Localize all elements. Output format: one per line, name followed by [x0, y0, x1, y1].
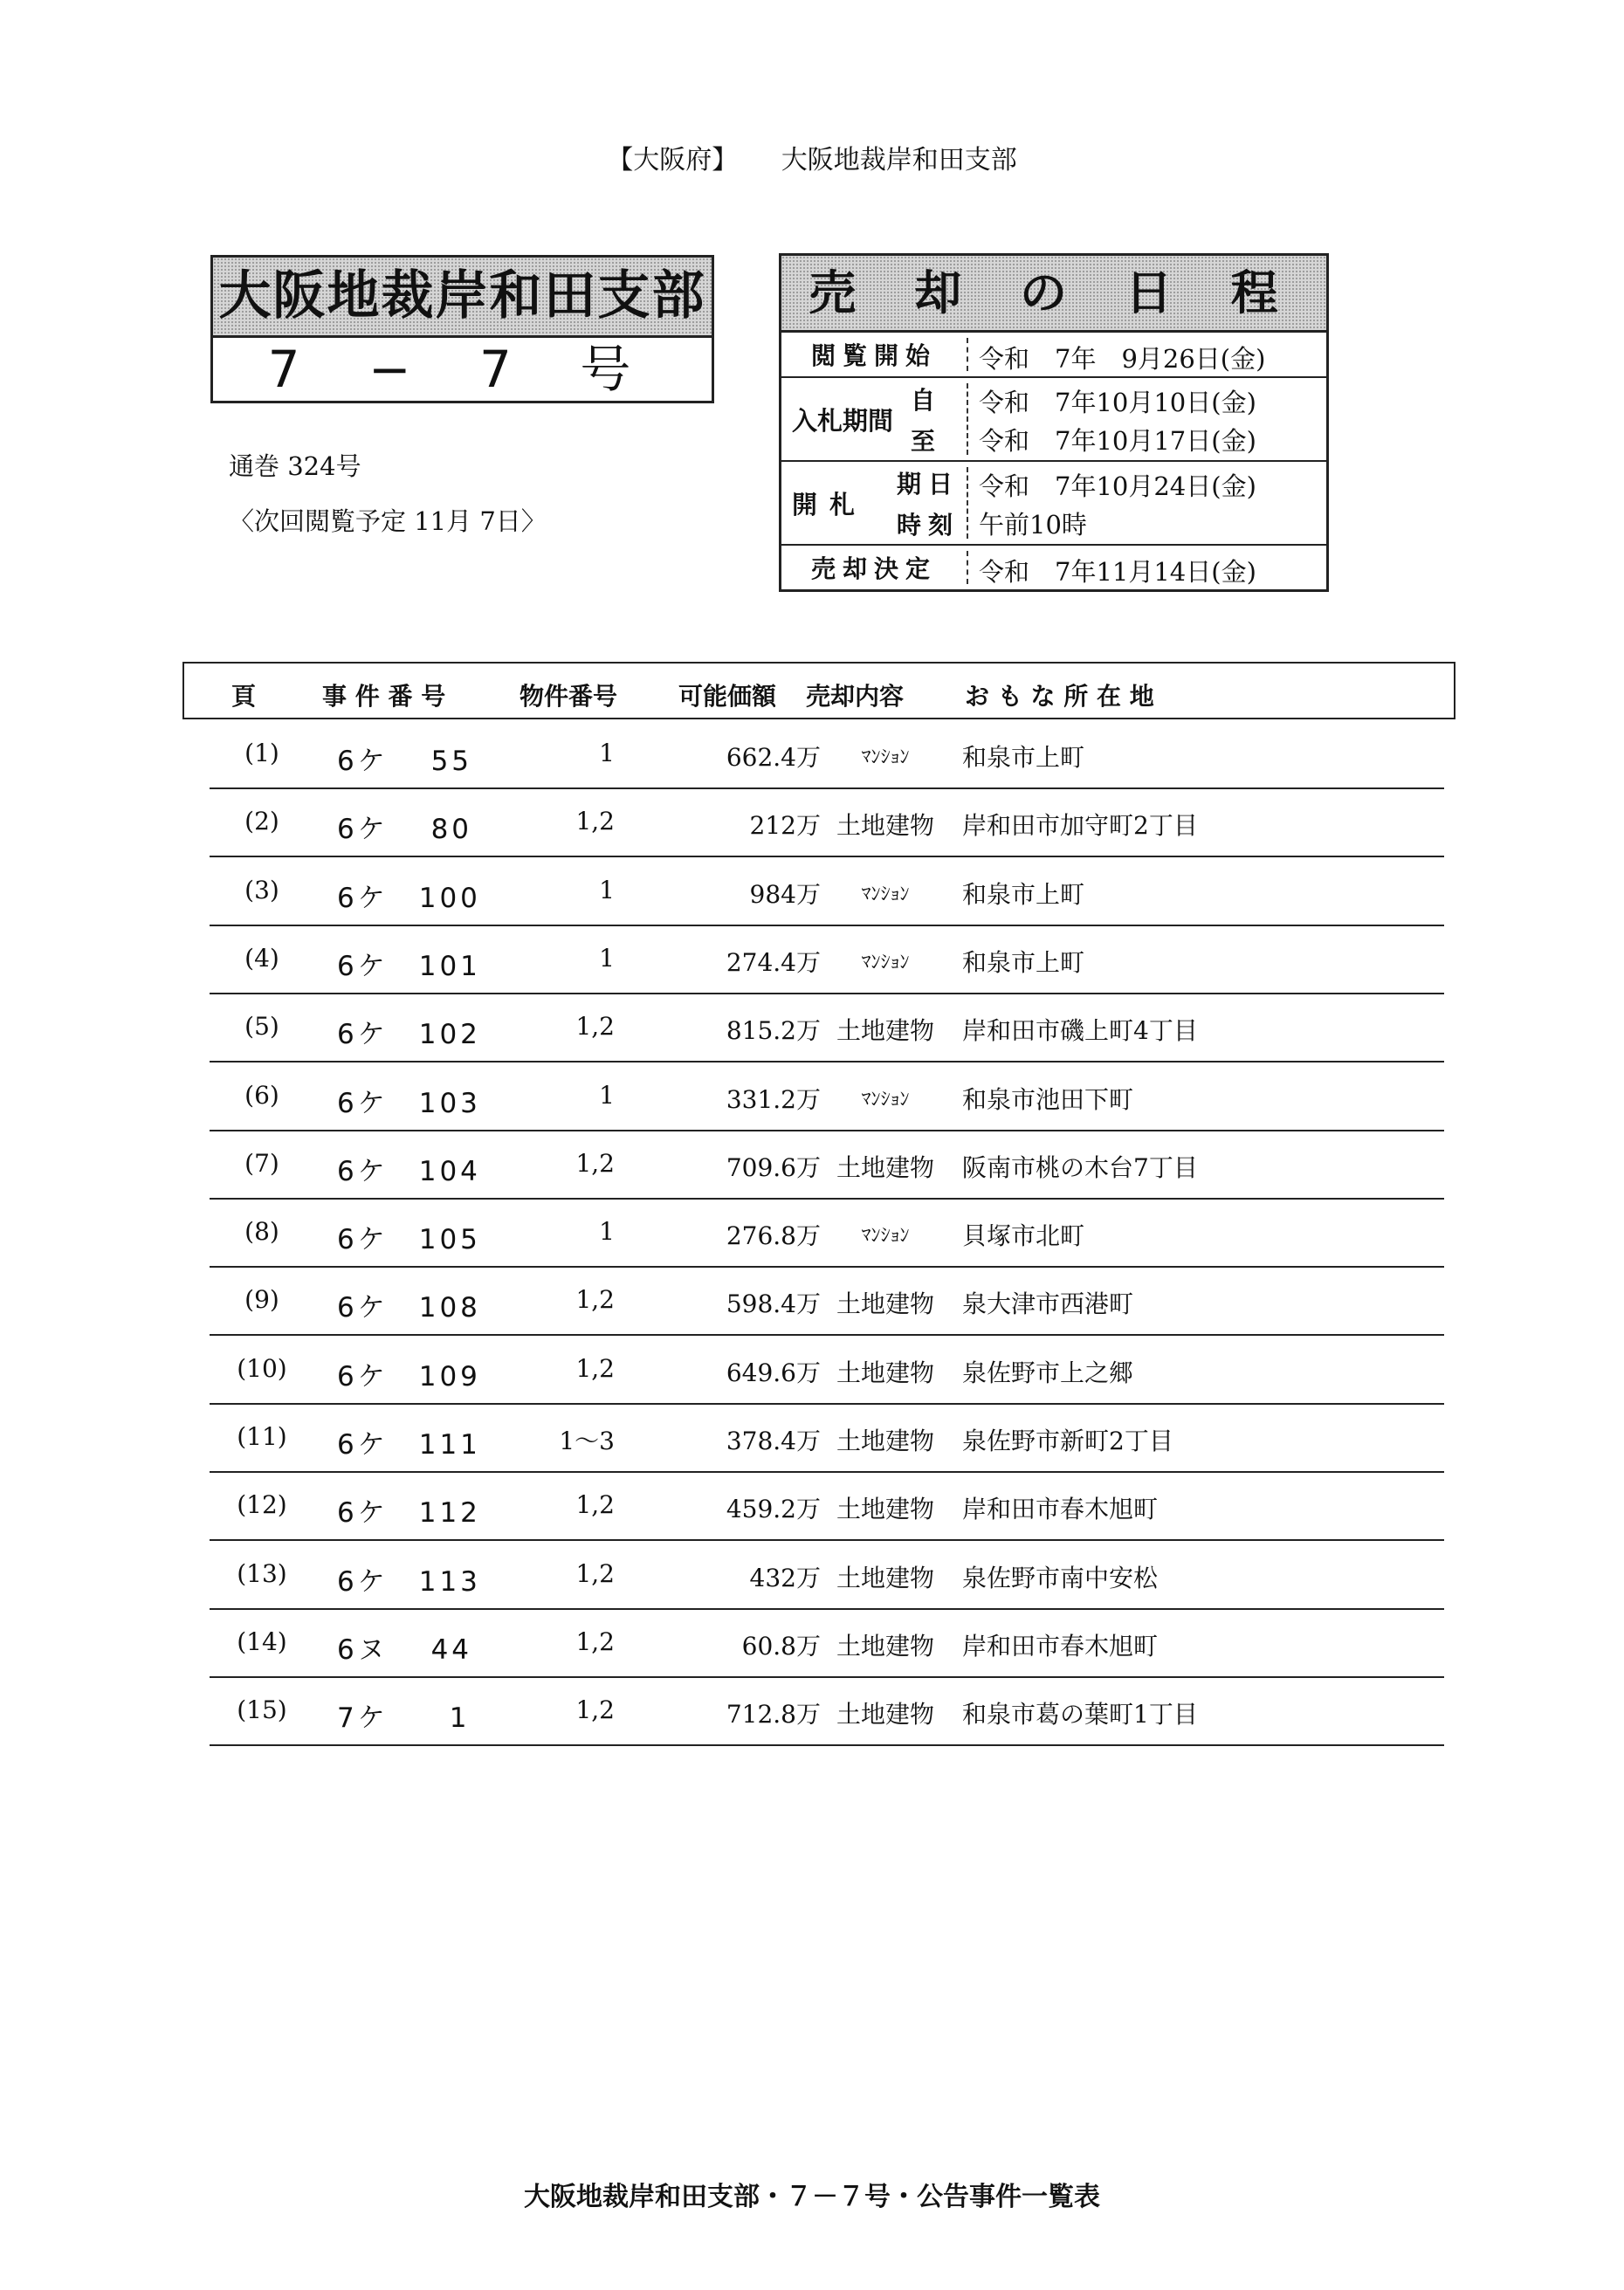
- row-property-number: 1: [599, 943, 615, 973]
- bid-label-cell: [781, 378, 977, 460]
- header-sale-type: 売却内容: [806, 682, 905, 711]
- decision-label: 売却決定: [810, 554, 937, 583]
- row-case-number: 6ケ 109: [337, 1360, 481, 1393]
- viewing-value: 令和 7年 9月26日(金): [979, 344, 1266, 374]
- row-location: 泉佐野市上之郷: [962, 1358, 1134, 1387]
- row-property-number: 1,2: [575, 1695, 615, 1725]
- row-sale-type: 土地建物: [836, 1427, 934, 1455]
- table-row: [210, 925, 1444, 994]
- row-price: 60.8万: [741, 1631, 821, 1661]
- page-footer: 大阪地裁岸和田支部・７－７号・公告事件一覧表: [524, 2182, 1100, 2212]
- row-property-number: 1,2: [575, 1012, 615, 1042]
- row-sale-type: 土地建物: [836, 1016, 934, 1046]
- row-location: 和泉市葛の葉町1丁目: [962, 1700, 1198, 1730]
- row-case-number: 6ケ 105: [337, 1224, 481, 1256]
- row-page: (8): [244, 1217, 279, 1247]
- header-page: 頁: [231, 682, 257, 711]
- bid-period-label: 入札期間: [792, 405, 894, 436]
- row-case-number: 6ケ 111: [337, 1429, 481, 1461]
- row-page: (1): [244, 739, 279, 767]
- opening-date-value: 令和 7年10月24日(金): [979, 471, 1256, 501]
- row-case-number: 6ケ 112: [337, 1497, 481, 1530]
- row-location: 和泉市池田下町: [962, 1084, 1134, 1114]
- schedule-title: 売 却 の 日 程: [781, 256, 1326, 333]
- row-sale-type: ﾏﾝｼｮﾝ: [861, 746, 910, 768]
- schedule-row-viewing: [781, 333, 1326, 376]
- row-price: 274.4万: [726, 947, 821, 977]
- table-row: [210, 856, 1444, 926]
- row-case-number: 7ケ 1: [337, 1702, 471, 1735]
- row-price: 662.4万: [726, 743, 821, 772]
- schedule-row-bidding: [781, 376, 1326, 460]
- row-case-number: 6ケ 102: [337, 1019, 481, 1051]
- row-location: 泉佐野市南中安松: [962, 1563, 1159, 1592]
- row-property-number: 1,2: [575, 1148, 615, 1178]
- table-header: [182, 662, 1455, 719]
- row-page: (4): [244, 943, 279, 973]
- bid-to-value: 令和 7年10月17日(金): [979, 426, 1256, 456]
- row-price: 709.6万: [726, 1152, 821, 1182]
- separator: [967, 338, 968, 371]
- row-page: (15): [237, 1695, 287, 1725]
- court-name: 大阪地裁岸和田支部: [213, 258, 712, 338]
- header-case-number: 事 件 番 号: [322, 682, 446, 711]
- row-page: (13): [237, 1558, 287, 1588]
- row-sale-type: 土地建物: [836, 1700, 934, 1730]
- row-case-number: 6ケ 104: [337, 1155, 481, 1187]
- row-price: 331.2万: [726, 1084, 821, 1114]
- table-row: [210, 719, 1444, 789]
- row-location: 和泉市上町: [962, 947, 1085, 977]
- table-row: [210, 1198, 1444, 1268]
- opening-label: 開札: [792, 489, 868, 519]
- row-price: 432万: [749, 1563, 821, 1592]
- row-property-number: 1,2: [575, 1490, 615, 1520]
- bid-from-label: 自: [911, 385, 936, 415]
- table-row: [210, 1471, 1444, 1541]
- row-location: 岸和田市加守町2丁目: [962, 811, 1198, 841]
- row-sale-type: 土地建物: [836, 1358, 934, 1387]
- row-location: 泉大津市西港町: [962, 1289, 1134, 1319]
- table-row: [210, 1540, 1444, 1610]
- row-page: (9): [244, 1285, 279, 1315]
- row-location: 和泉市上町: [962, 879, 1085, 909]
- table-row: [210, 787, 1444, 857]
- separator: [967, 383, 968, 455]
- row-page: (7): [244, 1148, 279, 1178]
- row-location: 岸和田市磯上町4丁目: [962, 1016, 1198, 1046]
- separator: [967, 551, 968, 584]
- row-location: 岸和田市春木旭町: [962, 1631, 1159, 1661]
- issue-number: 7 − 7 号: [267, 340, 657, 399]
- opening-time-value: 午前10時: [979, 510, 1087, 540]
- row-case-number: 6ケ 100: [337, 882, 481, 914]
- court-box: [210, 255, 714, 403]
- row-location: 泉佐野市新町2丁目: [962, 1427, 1173, 1455]
- prefecture-label: 【大阪府】: [607, 145, 739, 175]
- table-row: [210, 1608, 1444, 1678]
- row-property-number: 1,2: [575, 807, 615, 836]
- row-sale-type: ﾏﾝｼｮﾝ: [861, 951, 910, 973]
- separator: [967, 467, 968, 539]
- row-case-number: 6ケ 108: [337, 1292, 481, 1324]
- bid-from-value: 令和 7年10月10日(金): [979, 388, 1256, 417]
- row-page: (2): [244, 807, 279, 836]
- row-location: 岸和田市春木旭町: [962, 1495, 1159, 1524]
- row-case-number: 6ケ 101: [337, 950, 481, 982]
- row-price: 598.4万: [726, 1289, 821, 1319]
- row-price: 649.6万: [726, 1358, 821, 1387]
- row-page: (10): [237, 1353, 287, 1383]
- row-location: 貝塚市北町: [962, 1221, 1085, 1251]
- row-sale-type: 土地建物: [836, 1495, 934, 1524]
- row-page: (3): [244, 875, 279, 904]
- row-price: 276.8万: [726, 1221, 821, 1251]
- opening-sub-labels: [897, 462, 960, 544]
- row-location: 阪南市桃の木台7丁目: [962, 1152, 1198, 1182]
- row-case-number: 6ケ 113: [337, 1565, 481, 1598]
- volume-number: 通巻 324号: [229, 451, 361, 481]
- row-case-number: 6ケ 103: [337, 1087, 481, 1119]
- row-price: 712.8万: [726, 1700, 821, 1730]
- decision-value: 令和 7年11月14日(金): [979, 557, 1256, 587]
- next-viewing-date: 〈次回閲覧予定 11月 7日〉: [229, 506, 547, 536]
- row-property-number: 1: [599, 875, 615, 904]
- row-page: (12): [237, 1490, 287, 1520]
- row-page: (5): [244, 1012, 279, 1042]
- row-location: 和泉市上町: [962, 743, 1085, 772]
- table-row: [210, 1676, 1444, 1746]
- opening-date-label: 期日: [897, 469, 960, 499]
- row-sale-type: 土地建物: [836, 1631, 934, 1661]
- table-row: [210, 1266, 1444, 1336]
- bid-to-label: 至: [911, 426, 936, 456]
- row-property-number: 1,2: [575, 1626, 615, 1656]
- schedule-row-opening: [781, 460, 1326, 544]
- row-property-number: 1: [599, 739, 615, 767]
- row-sale-type: 土地建物: [836, 1563, 934, 1592]
- table-row: [210, 1062, 1444, 1131]
- opening-time-label: 時刻: [897, 510, 960, 540]
- row-price: 815.2万: [726, 1016, 821, 1046]
- row-property-number: 1: [599, 1217, 615, 1247]
- page-header: [0, 138, 1624, 176]
- row-case-number: 6ケ 55: [337, 746, 473, 777]
- row-sale-type: ﾏﾝｼｮﾝ: [861, 1225, 910, 1248]
- row-property-number: 1,2: [575, 1558, 615, 1588]
- row-property-number: 1〜3: [559, 1427, 615, 1455]
- row-price: 212万: [749, 811, 821, 841]
- row-page: (11): [237, 1422, 287, 1451]
- row-property-number: 1,2: [575, 1353, 615, 1383]
- viewing-label: 閲覧開始: [810, 341, 937, 370]
- header-location: お も な 所 在 地: [965, 682, 1154, 711]
- schedule-row-decision: [781, 544, 1326, 589]
- table-row: [210, 1130, 1444, 1200]
- table-row: [210, 1403, 1444, 1473]
- table-row: [210, 1335, 1444, 1405]
- court-label: 大阪地裁岸和田支部: [781, 145, 1017, 175]
- row-case-number: 6ケ 80: [337, 814, 473, 846]
- sale-schedule-box: [779, 253, 1329, 592]
- opening-label-cell: [781, 462, 977, 544]
- header-property-number: 物件番号: [520, 682, 618, 711]
- row-price: 984万: [749, 879, 821, 909]
- bid-sub-labels: [911, 378, 935, 460]
- row-price: 459.2万: [726, 1495, 821, 1524]
- row-price: 378.4万: [726, 1427, 821, 1455]
- row-property-number: 1: [599, 1080, 615, 1110]
- row-sale-type: 土地建物: [836, 1289, 934, 1319]
- header-price: 可能価額: [678, 682, 777, 711]
- row-page: (14): [237, 1626, 287, 1656]
- row-property-number: 1,2: [575, 1285, 615, 1315]
- row-sale-type: ﾏﾝｼｮﾝ: [861, 1088, 910, 1111]
- row-sale-type: 土地建物: [836, 1152, 934, 1182]
- row-sale-type: ﾏﾝｼｮﾝ: [861, 883, 910, 905]
- row-sale-type: 土地建物: [836, 811, 934, 841]
- row-page: (6): [244, 1080, 279, 1110]
- row-case-number: 6ヌ 44: [337, 1633, 473, 1666]
- table-row: [210, 993, 1444, 1062]
